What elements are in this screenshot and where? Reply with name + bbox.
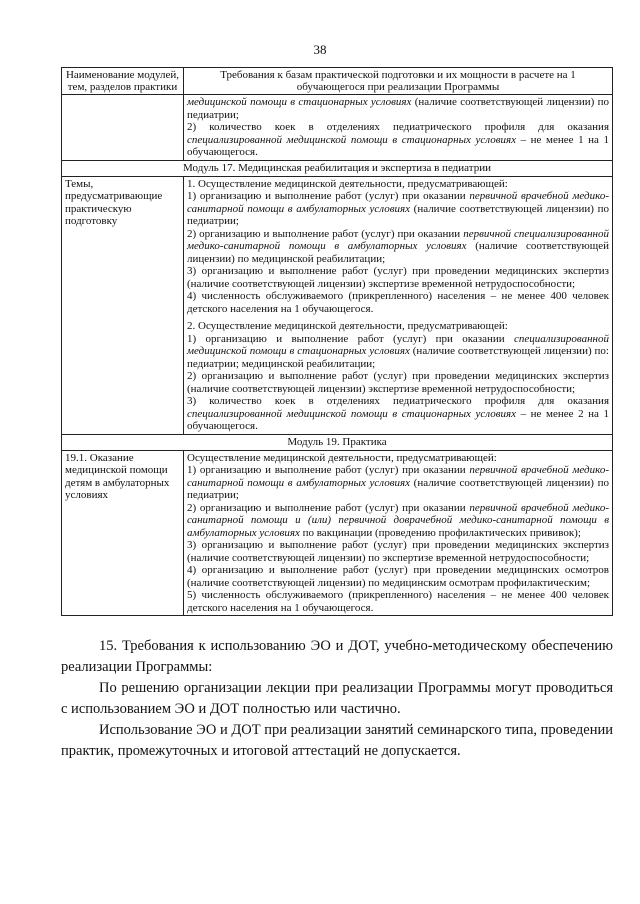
- m17-b1-item-1: [187, 190, 609, 228]
- m19-intro: Осуществление медицинской деятельности, предусматривающей:: [187, 451, 497, 464]
- module-17-title: Модуль 17. Медицинская реабилитация и экспертиза в педиатрии: [62, 160, 613, 176]
- m19-i1-start: 1) организацию и выполнение работ (услуг) при оказании: [187, 464, 470, 476]
- m19-i1-italic: первичной врачебной медико-санитарной помощи в амбулаторных условиях: [187, 464, 609, 489]
- m19-item-3: 3) организацию и выполнение работ (услуг) при проведении медицинских экспертиз (наличие соответствующей лицензии) по экспертизе временной нетрудоспособности;: [187, 539, 609, 564]
- module-17-row: [62, 176, 613, 434]
- continuation-text-2b: – не менее 1 на 1 обучающегося.: [187, 133, 609, 158]
- requirements-table: [61, 67, 613, 616]
- m17-b2-i1-italic: специализированной медицинской помощи в стационарных условиях: [187, 332, 609, 357]
- module-19-row: [62, 450, 613, 616]
- m17-b1-i1-italic: первичной врачебной медико-санитарной помощи в амбулаторных условиях: [187, 190, 609, 215]
- m19-i1-end: (наличие соответствующей лицензии) по педиатрии;: [187, 476, 609, 501]
- m17-b1-i2-end: (наличие соответствующей лицензии) по медицинской реабилитации;: [187, 240, 609, 265]
- page-number: 38: [313, 42, 327, 57]
- table-header-row: [62, 68, 613, 95]
- module-19-title: Модуль 19. Практика: [62, 434, 613, 450]
- section-15-paragraph-2: Использование ЭО и ДОТ при реализации занятий семинарского типа, проведении практик, промежуточных и итоговой аттестаций не допускается.: [61, 722, 613, 759]
- continuation-cell: [184, 95, 613, 161]
- m17-b1-i1-end: (наличие соответствующей лицензии) по педиатрии;: [187, 202, 609, 227]
- m17-b1-intro: 1. Осуществление медицинской деятельности, предусматривающей:: [187, 177, 508, 190]
- m19-item-5: 5) численность обслуживаемого (прикрепленного) населения – не менее 400 человек детского населения на 1 обучающегося.: [187, 589, 609, 614]
- module-19-title-row: [62, 434, 613, 450]
- m17-b2-item-2: 2) организацию и выполнение работ (услуг) при проведении медицинских экспертиз (наличие соответствующей лицензии) экспертизе временной нетрудоспособности;: [187, 370, 609, 395]
- m17-b2-item-3: [187, 395, 609, 433]
- m19-item-2: [187, 502, 609, 540]
- module-17-left-cell: Темы, предусматривающие практическую подготовку: [62, 176, 184, 434]
- m17-b2-intro: 2. Осуществление медицинской деятельности, предусматривающей:: [187, 320, 508, 332]
- continuation-text-2a: 2) количество коек в отделениях педиатрического профиля для оказания: [187, 121, 609, 133]
- continuation-italic-2: специализированной медицинской помощи в стационарных условиях: [187, 133, 516, 146]
- header-col-modules: Наименование модулей, тем, разделов практики: [62, 68, 184, 95]
- module-19-left-cell: 19.1. Оказание медицинской помощи детям в амбулаторных условиях: [62, 450, 184, 616]
- m17-b1-i1-start: 1) организацию и выполнение работ (услуг) при оказании: [187, 190, 470, 202]
- continuation-italic-1: медицинской помощи в стационарных условиях: [187, 96, 412, 108]
- m17-b1-item-2: [187, 228, 609, 266]
- m19-i2-italic: первичной врачебной медико-санитарной помощи и (или) первичной доврачебной медико-санитарной помощи в амбулаторных условиях: [187, 501, 609, 539]
- m17-b1-item-3: 3) организацию и выполнение работ (услуг) при проведении медицинских экспертиз (наличие соответствующей лицензии) экспертизе временной нетрудоспособности;: [187, 265, 609, 290]
- table-row-continuation: [62, 95, 613, 161]
- m17-b2-i3-end: – не менее 2 на 1 обучающегося.: [187, 407, 609, 432]
- m19-i2-start: 2) организацию и выполнение работ (услуг) при оказании: [187, 501, 470, 514]
- header-col-requirements: Требования к базам практической подготовки и их мощности в расчете на 1 обучающегося при реализации Программы: [184, 68, 613, 95]
- m17-b2-i1-end: (наличие соответствующей лицензии) по: педиатрии; медицинской реабилитации;: [187, 345, 609, 370]
- section-15-heading: 15. Требования к использованию ЭО и ДОТ, учебно-методическому обеспечению реализации Программы:: [61, 638, 613, 675]
- section-15-paragraph-1: По решению организации лекции при реализации Программы могут проводиться с использованием ЭО и ДОТ полностью или частично.: [61, 680, 613, 717]
- m17-b2-item-1: [187, 333, 609, 371]
- m17-b2-i3-italic: специализированной медицинской помощи в стационарных условиях: [187, 407, 516, 420]
- m19-item-1: [187, 464, 609, 502]
- module-17-title-row: [62, 160, 613, 176]
- m19-item-4: 4) организацию и выполнение работ (услуг) при проведении медицинских осмотров (наличие соответствующей лицензии) по медицинским осмотрам профилактическим;: [187, 564, 609, 589]
- section-15: [61, 636, 613, 762]
- continuation-text-1: (наличие соответствующей лицензии) по педиатрии;: [187, 96, 609, 121]
- module-19-requirements-cell: [184, 450, 613, 616]
- continuation-paragraph-2: [187, 121, 609, 159]
- m17-b2-i3-start: 3) количество коек в отделениях педиатрического профиля для оказания: [187, 395, 609, 407]
- m17-b2-i1-start: 1) организацию и выполнение работ (услуг) при оказании: [187, 332, 515, 345]
- module-17-requirements-cell: [184, 176, 613, 434]
- m17-b1-i2-start: 2) организацию и выполнение работ (услуг) при оказании: [187, 227, 464, 240]
- m19-i2-end: по вакцинации (проведению профилактических прививок);: [299, 526, 581, 539]
- m17-b1-i2-italic: первичной специализированной медико-санитарной помощи в амбулаторных условиях: [187, 227, 610, 252]
- continuation-paragraph-1: [187, 96, 609, 121]
- continuation-left-cell: [62, 95, 184, 161]
- m17-b1-item-4: 4) численность обслуживаемого (прикрепленного) населения – не менее 400 человек детского населения на 1 обучающегося.: [187, 290, 609, 315]
